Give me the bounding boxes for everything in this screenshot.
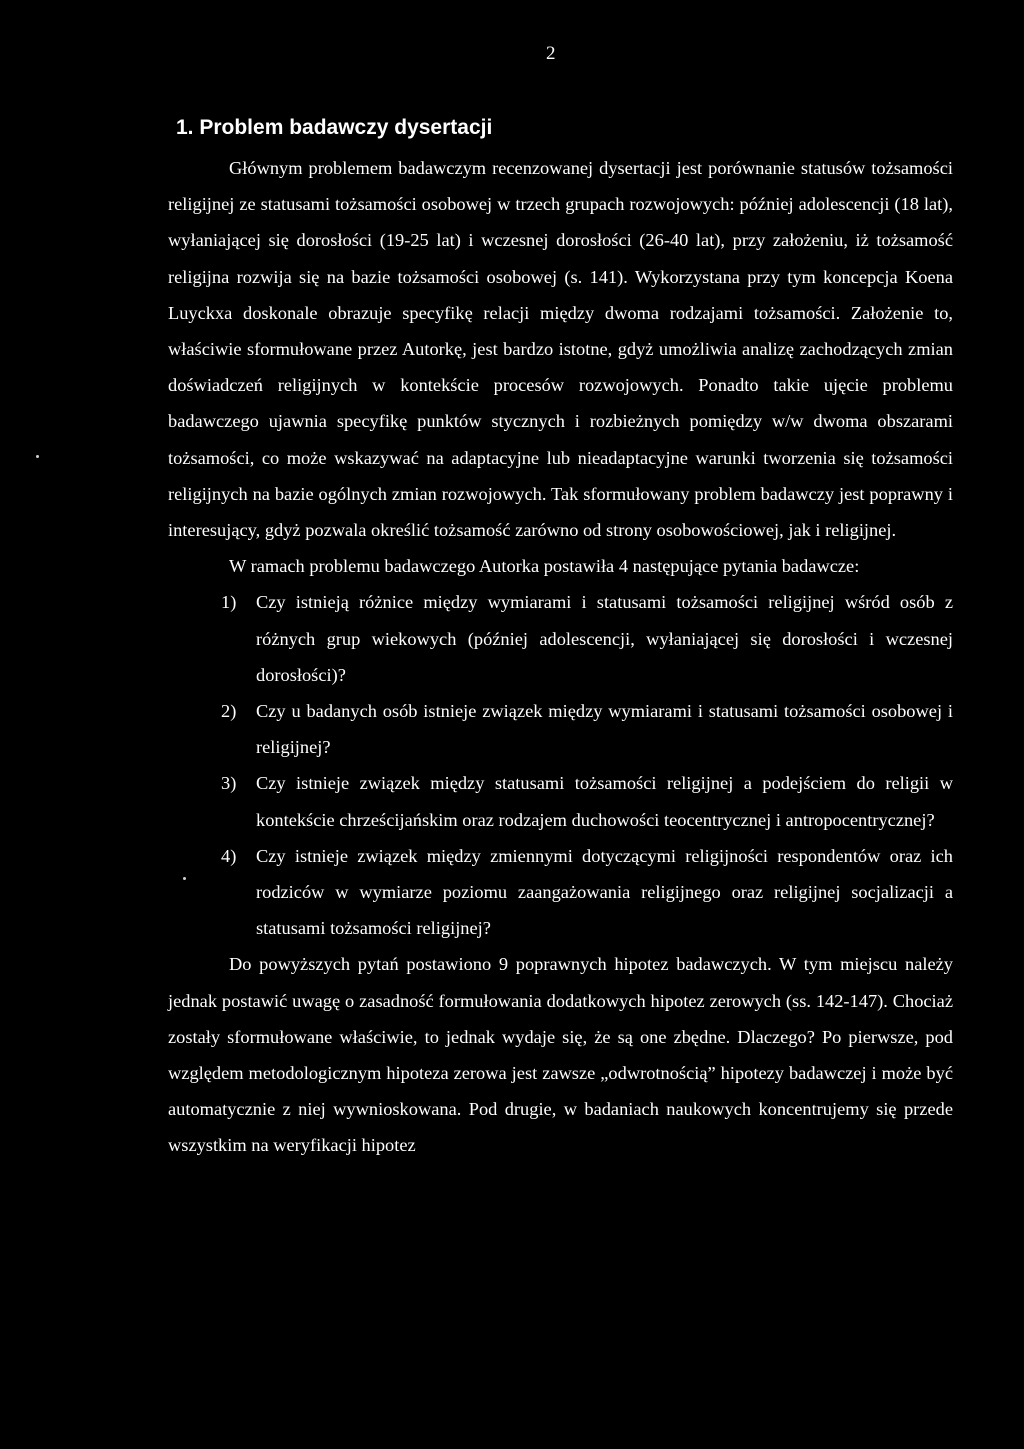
page-number: 2 (546, 43, 556, 64)
research-question-4 (168, 838, 953, 947)
question-text: Czy istnieje związek między statusami tożsamości religijnej a podejściem do religii w kontekście chrześcijańskim oraz rodzajem duchowości teocentrycznej i antropocentrycznej? (256, 773, 953, 830)
document-body (168, 150, 953, 1164)
question-text: Czy istnieje związek między zmiennymi dotyczącymi religijności respondentów oraz ich rodziców w wymiarze poziomu zaangażowania religijnego oraz religijnej socjalizacji a statusami tożsamości religijnej? (256, 845, 953, 939)
intro-paragraph: Głównym problemem badawczym recenzowanej dysertacji jest porównanie statusów tożsamości religijnej ze statusami tożsamości osobowej w trzech grupach rozwojowych: później adolescencji (18 lat), wyłaniającej się dorosłości (19-25 lat) i wczesnej dorosłości (26-40 lat), przy założeniu, iż tożsamość religijna rozwija się na bazie tożsamości osobowej (s. 141). Wykorzystana przy tym koncepcja Koena Luyckxa doskonale obrazuje specyfikę relacji między dwoma rodzajami tożsamości. Założenie to, właściwie sformułowane przez Autorkę, jest bardzo istotne, gdyż umożliwia analizę zachodzących zmian doświadczeń religijnych w kontekście procesów rozwojowych. Ponadto takie ujęcie problemu badawczego ujawnia specyfikę punktów stycznych i rozbieżnych pomiędzy w/w dwoma obszarami tożsamości, co może wskazywać na adaptacyjne lub nieadaptacyjne warunki tworzenia się tożsamości religijnych na bazie ogólnych zmian rozwojowych. Tak sformułowany problem badawczy jest poprawny i interesujący, gdyż pozwala określić tożsamość zarówno od strony osobowościowej, jak i religijnej. (168, 158, 953, 541)
conclusion-paragraph: Do powyższych pytań postawiono 9 poprawnych hipotez badawczych. W tym miejscu należy jednak postawić uwagę o zasadność formułowania dodatkowych hipotez zerowych (ss. 142-147). Chociaż zostały sformułowane właściwie, to jednak wydaje się, że są one zbędne. Dlaczego? Po pierwsze, pod względem metodologicznym hipoteza zerowa jest zawsze „odwrotnością” hipotezy badawczej i może być automatycznie z niej wywnioskowana. Pod drugie, w badaniach naukowych koncentrujemy się przede wszystkim na weryfikacji hipotez (168, 954, 953, 1156)
question-number: 1) (221, 592, 237, 613)
question-number: 4) (221, 845, 237, 866)
scan-speck (36, 455, 39, 458)
question-number: 2) (221, 701, 237, 722)
question-number: 3) (221, 773, 237, 794)
research-question-2 (168, 693, 953, 765)
section-heading: 1. Problem badawczy dysertacji (176, 116, 493, 139)
scan-speck (183, 877, 186, 880)
research-question-1 (168, 584, 953, 693)
question-text: Czy istnieją różnice między wymiarami i statusami tożsamości religijnej wśród osób z różnych grup wiekowych (później adolescencji, wyłaniającej się dorosłości i wczesnej dorosłości)? (256, 592, 953, 685)
questions-intro-paragraph: W ramach problemu badawczego Autorka postawiła 4 następujące pytania badawcze: (229, 556, 860, 577)
research-questions-list (168, 584, 953, 946)
question-text: Czy u badanych osób istnieje związek między wymiarami i statusami tożsamości osobowej i religijnej? (256, 701, 953, 758)
research-question-3 (168, 765, 953, 837)
